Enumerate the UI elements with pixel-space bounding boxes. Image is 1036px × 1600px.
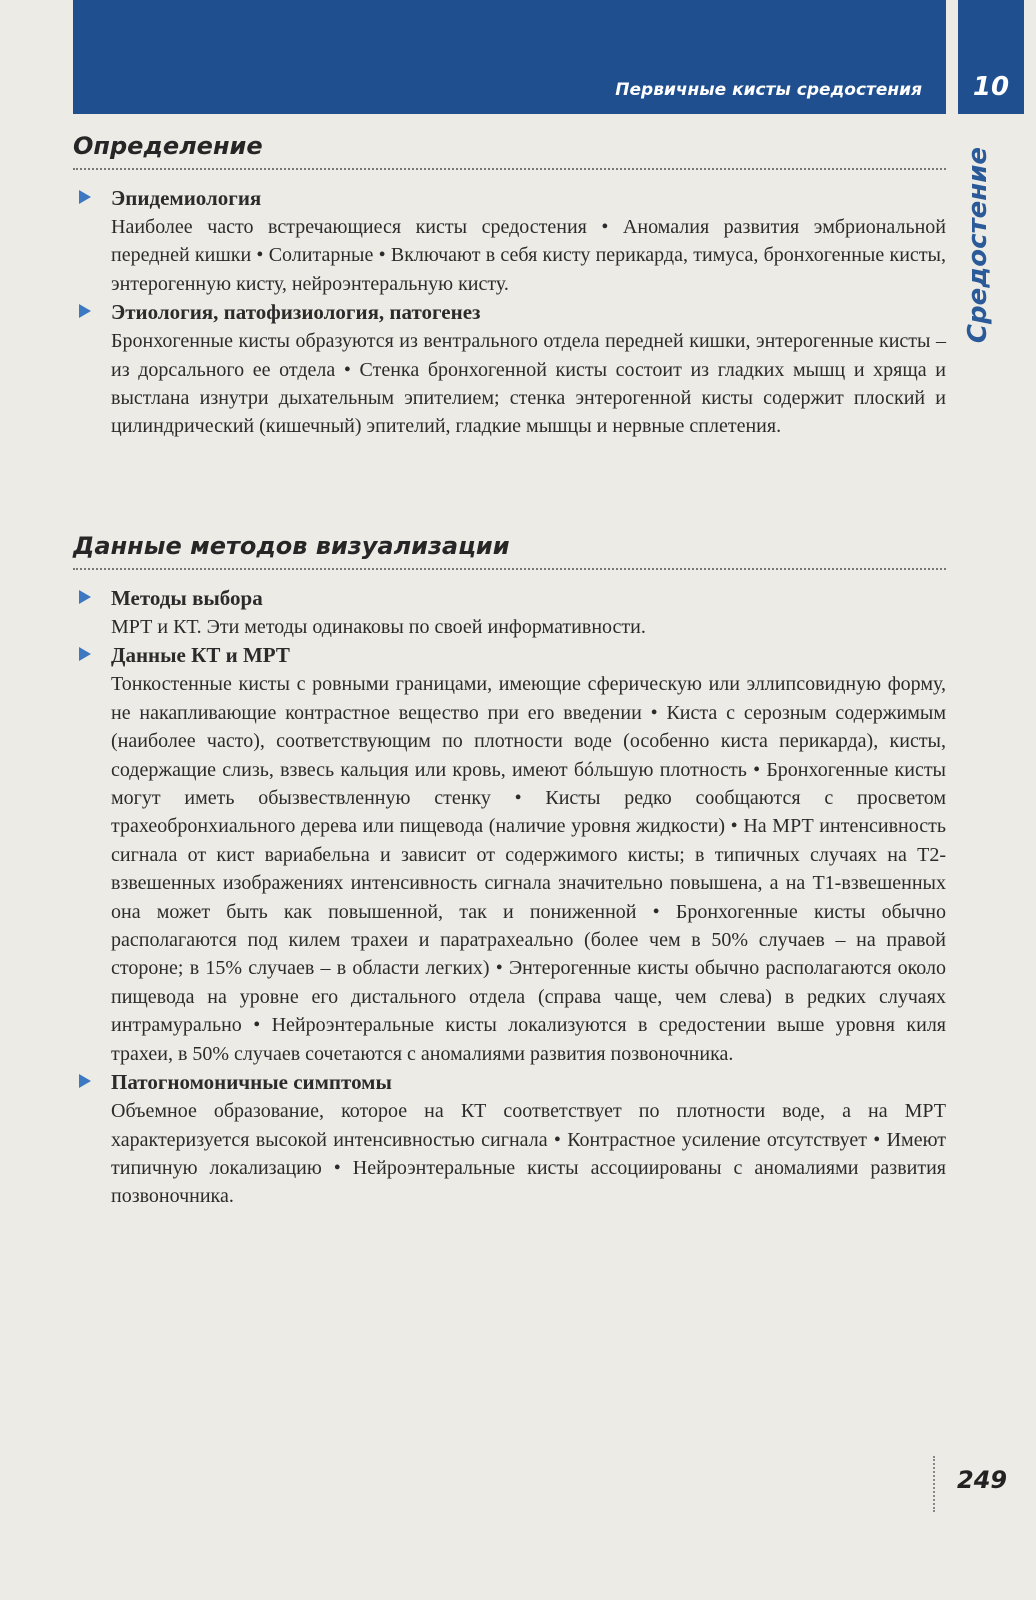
list-item: [73, 1068, 946, 1211]
item-text: Объемное образование, которое на КТ соответствует по плотности воде, а на МРТ характеризуется высокой интенсивностью сигнала • Контрастное усиление отсутствует • Имеют типичную локализацию • Нейроэнтеральные кисты ассоциированы с аномалиями развития позвоночника.: [111, 1100, 946, 1208]
item-text: Бронхогенные кисты образуются из вентрального отдела передней кишки, энтерогенные кисты – из дорсального ее отдела • Стенка бронхогенной кисты состоит из гладких мышц и хряща и выстлана изнутри дыхательным эпителием; стенка энтерогенной кисты содержит плоский и цилиндрический (кишечный) эпителий, гладкие мышцы и нервные сплетения.: [111, 330, 946, 438]
chapter-number: 10: [972, 72, 1010, 102]
chapter-tab: [958, 0, 1024, 114]
list-item: [73, 584, 946, 641]
item-title: Этиология, патофизиология, патогенез: [111, 300, 481, 325]
list-item: [73, 184, 946, 298]
arrow-bullet-icon: [79, 304, 91, 318]
section-items: [73, 584, 946, 1211]
section-title: Данные методов визуализации: [73, 532, 946, 570]
item-title: Патогномоничные симптомы: [111, 1070, 392, 1095]
section-items: [73, 184, 946, 441]
page-number: 249: [957, 1466, 1008, 1494]
list-item: [73, 641, 946, 1068]
arrow-bullet-icon: [79, 190, 91, 204]
section-title: Определение: [73, 132, 946, 170]
running-title: Первичные кисты средостения: [615, 80, 922, 100]
list-item: [73, 298, 946, 441]
item-title: Эпидемиология: [111, 186, 262, 210]
side-label-text: Средостение: [963, 146, 993, 344]
arrow-bullet-icon: [79, 647, 91, 661]
item-title: Данные КТ и МРТ: [111, 643, 290, 668]
item-text: Наиболее часто встречающиеся кисты средостения • Аномалия развития эмбриональной передней кишки • Солитарные • Включают в себя кисту перикарда, тимуса, бронхогенные кисты, энтерогенную кисту, нейроэнтеральную кисту.: [111, 216, 946, 295]
arrow-bullet-icon: [79, 590, 91, 604]
page-number-divider: [933, 1456, 935, 1512]
side-label: [958, 146, 998, 344]
arrow-bullet-icon: [79, 1074, 91, 1088]
section-imaging: [73, 532, 946, 1211]
section-definition: [73, 132, 946, 441]
header-band: [73, 0, 946, 114]
item-title: Методы выбора: [111, 586, 263, 610]
item-text: Тонкостенные кисты с ровными границами, имеющие сферическую или эллипсовидную форму, не накапливающие контрастное вещество при его введении • Киста с серозным содержимым (наиболее часто), соответствующим по плотности воде (особенно киста перикарда), кисты, содержащие слизь, взвесь кальция или кровь, имеют бóльшую плотность • Бронхогенные кисты могут иметь обызвествленную стенку • Кисты редко сообщаются с просветом трахеобронхиального дерева или пищевода (наличие уровня жидкости) • На МРТ интенсивность сигнала от кист вариабельна и зависит от содержимого кисты; в типичных случаях на Т2-взвешенных изображениях интенсивность сигнала значительно повышена, а на Т1-взвешенных она может быть как повышенной, так и пониженной • Бронхогенные кисты обычно располагаются под килем трахеи и паратрахеально (более чем в 50% случаев – на правой стороне; в 15% случаев – в области легких) • Энтерогенные кисты обычно располагаются около пищевода на уровне его дистального отдела (справа чаще, чем слева) в редких случаях интрамурально • Нейроэнтеральные кисты локализуются в средостении выше уровня киля трахеи, в 50% случаев сочетаются с аномалиями развития позвоночника.: [111, 673, 946, 1065]
item-text: МРТ и КТ. Эти методы одинаковы по своей информативности.: [111, 616, 646, 638]
